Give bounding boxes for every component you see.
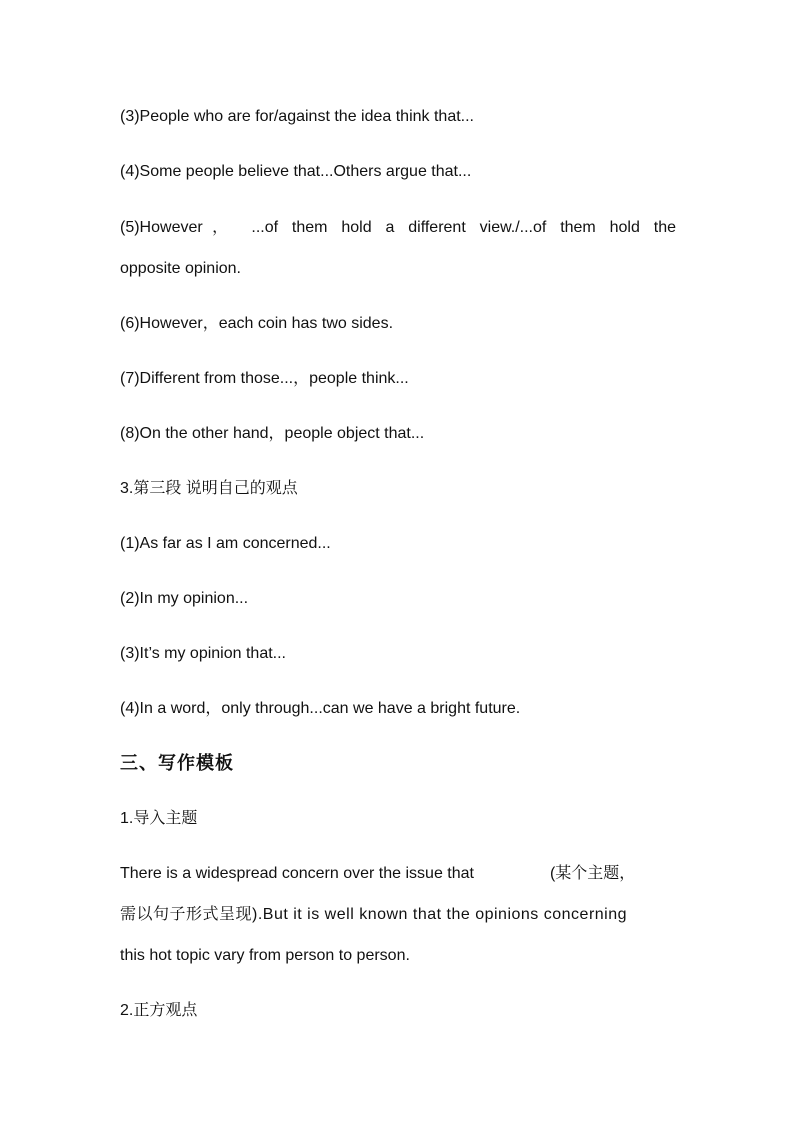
template-intro-note: (某个主题，: [549, 865, 636, 882]
phrase-line-7: (7)Different from those...，people think...: [120, 370, 409, 387]
template-intro-line-3: this hot topic vary from person to person.: [120, 947, 410, 964]
phrase-line-4: (4)Some people believe that...Others argue that...: [120, 163, 472, 180]
phrase-line-3: (3)People who are for/against the idea think that...: [120, 108, 474, 125]
opinion-line-4: (4)In a word，only through...can we have a bright future.: [120, 700, 521, 717]
phrase-line-5: (5)However， ...of them hold a different view./...of them hold the: [120, 219, 676, 236]
fill-in-blank: [474, 877, 550, 878]
template-pro-heading: 2.正方观点: [120, 1002, 198, 1019]
template-intro-line-2: 需以句子形式呈现).But it is well known that the opinions concerning: [120, 906, 628, 923]
paragraph-3-heading: 3.第三段 说明自己的观点: [120, 480, 298, 497]
phrase-line-5-continued: opposite opinion.: [120, 260, 241, 277]
opinion-line-1: (1)As far as I am concerned...: [120, 535, 331, 552]
phrase-line-6: (6)However，each coin has two sides.: [120, 315, 394, 332]
section-title: 三、写作模板: [120, 753, 234, 773]
opinion-line-3: (3)It’s my opinion that...: [120, 645, 286, 662]
template-intro-text: There is a widespread concern over the issue that: [120, 865, 474, 882]
template-intro-line-1: [120, 863, 676, 885]
phrase-line-8: (8)On the other hand，people object that...: [120, 425, 425, 442]
opinion-line-2: (2)In my opinion...: [120, 590, 249, 607]
template-intro-heading: 1.导入主题: [120, 810, 198, 827]
